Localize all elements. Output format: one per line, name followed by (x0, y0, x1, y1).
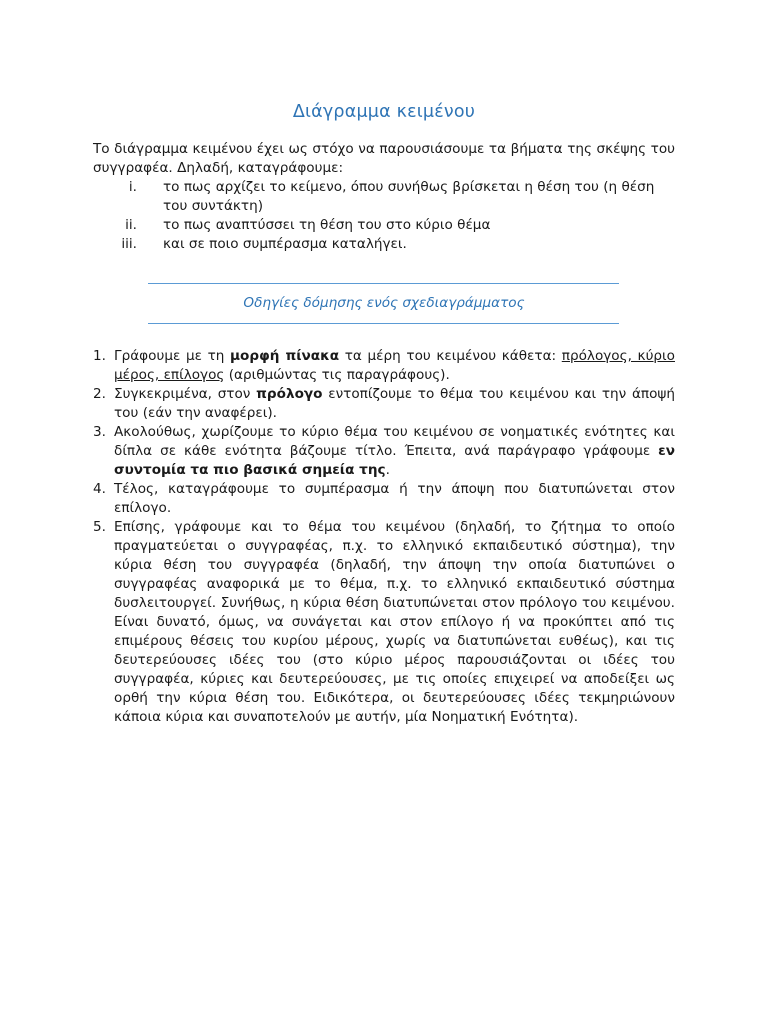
step-number: 5. (93, 519, 106, 535)
list-item (93, 178, 675, 216)
section-subtitle: Οδηγίες δόμησης ενός σχεδιαγράμματος (243, 295, 525, 311)
step-number: 2. (93, 386, 106, 402)
top-divider (148, 283, 619, 284)
step-text: Γράφουμε με τη (114, 348, 231, 364)
roman-numeral: iii. (121, 236, 137, 252)
list-item (93, 347, 675, 385)
bottom-divider (148, 323, 619, 324)
step-number: 4. (93, 481, 106, 497)
roman-item-text: και σε ποιο συμπέρασμα καταλήγει. (163, 236, 407, 252)
step-text: εντοπίζουμε το θέμα του κειμένου και την άποψή του (εάν την αναφέρει). (114, 386, 675, 421)
step-bold-text: εν συντομία τα πιο βασικά σημεία της (114, 443, 675, 478)
roman-item-text: το πως αρχίζει το κείμενο, όπου συνήθως βρίσκεται η θέση του (η θέση του συντάκτη) (163, 179, 655, 214)
step-bold-text: μορφή πίνακα (230, 348, 340, 364)
step-text: Επίσης, γράφουμε και το θέμα του κειμένου (δηλαδή, το ζήτημα το οποίο πραγματεύεται ο συγγραφέας, π.χ. το ελληνικό εκπαιδευτικό σύστημα), την κύρια θέση του συγγραφέα (δηλαδή, την άποψη την οποία διατυπώνει ο συγγραφέας αναφορικά με το θέμα, π.χ. το ελληνικό εκπαιδευτικό σύστημα δυσλειτουργεί. Συνήθως, η κύρια θέση διατυπώνεται στον πρόλογο του κειμένου. Είναι δυνατό, όμως, να συνάγεται και στον επίλογο ή να προκύπτει από τις επιμέρους θέσεις του κυρίου μέρους, χωρίς να διατυπώνεται ευθέως), και τις δευτερεύουσες ιδέες του (στο κύριο μέρος παρουσιάζονται οι ιδέες του συγγραφέα, κύριες και δευτερεύουσες, με τις οποίες επιχειρεί να αποδείξει ως ορθή την κύρια θέση του. Ειδικότερα, οι δευτερεύουσες ιδέες τεκμηριώνουν κάποια κύρια και συναποτελούν με αυτήν, μία Νοηματική Ενότητα). (114, 519, 675, 725)
step-text: Ακολούθως, χωρίζουμε το κύριο θέμα του κειμένου σε νοηματικές ενότητες και δίπλα σε κάθε ενότητα βάζουμε τίτλο. Έπειτα, ανά παράγραφο γράφουμε (114, 424, 675, 459)
step-text: Τέλος, καταγράφουμε το συμπέρασμα ή την άποψη που διατυπώνεται στον επίλογο. (114, 481, 675, 516)
step-text: Συγκεκριμένα, στον (114, 386, 257, 402)
step-bold-text: πρόλογο (256, 386, 323, 402)
list-item (93, 235, 675, 254)
list-item (93, 480, 675, 518)
step-text: (αριθμώντας τις παραγράφους). (224, 367, 450, 383)
list-item (93, 518, 675, 727)
step-text: τα μέρη του κειμένου κάθετα: (339, 348, 562, 364)
step-number: 1. (93, 348, 106, 364)
document-title: Διάγραμμα κειμένου (292, 102, 476, 122)
steps-list (93, 347, 675, 727)
intro-paragraph: Το διάγραμμα κειμένου έχει ως στόχο να παρουσιάσουμε τα βήματα της σκέψης του συγγραφέα. Δηλαδή, καταγράφουμε: (93, 141, 675, 176)
step-number: 3. (93, 424, 106, 440)
step-text: . (385, 462, 390, 478)
step-underlined-text: πρόλογος, κύριο μέρος, επίλογος (114, 348, 675, 383)
list-item (93, 385, 675, 423)
list-item (93, 216, 675, 235)
roman-item-text: το πως αναπτύσσει τη θέση του στο κύριο θέμα (163, 217, 491, 233)
roman-numeral: i. (128, 179, 137, 195)
roman-list (93, 178, 675, 254)
list-item (93, 423, 675, 480)
roman-numeral: ii. (125, 217, 137, 233)
